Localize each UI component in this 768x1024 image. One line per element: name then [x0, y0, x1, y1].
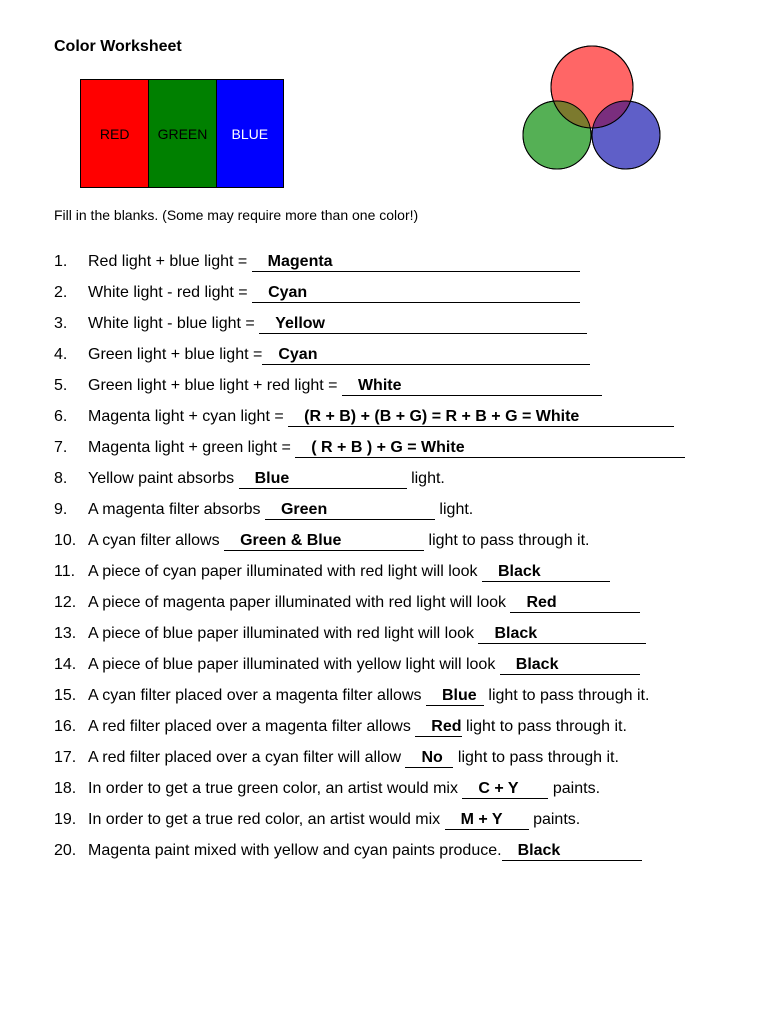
question-text — [88, 686, 649, 706]
question-text — [88, 655, 640, 675]
answer-blank: Green — [265, 501, 435, 520]
answer-blank: Cyan — [252, 284, 580, 303]
answer-blank: Blue — [426, 687, 484, 706]
question-suffix: light. — [434, 501, 474, 518]
question-number: 9. — [54, 501, 68, 518]
question-prompt: Green light + blue light + red light = — [88, 377, 342, 394]
question-text — [88, 841, 642, 861]
question-text — [88, 531, 590, 551]
question-prompt: A piece of blue paper illuminated with red light will look — [88, 625, 479, 642]
question-prompt: A piece of magenta paper illuminated with red light will look — [88, 594, 511, 611]
question-text — [88, 779, 600, 799]
question-prompt: Magenta paint mixed with yellow and cyan paints produce. — [88, 842, 502, 859]
answer-blank: C + Y — [462, 780, 548, 799]
question-prompt: A cyan filter placed over a magenta filter allows — [88, 687, 426, 704]
question-number: 4. — [54, 346, 68, 363]
question-number: 17. — [54, 749, 77, 766]
question-text — [88, 624, 646, 644]
swatch-red — [81, 80, 148, 187]
question-number: 19. — [54, 811, 77, 828]
question-suffix: light to pass through it. — [461, 718, 627, 735]
answer-blank: ( R + B ) + G = White — [295, 439, 685, 458]
question-number: 14. — [54, 656, 77, 673]
question-text — [88, 748, 619, 768]
question-number: 7. — [54, 439, 68, 456]
answer-blank: Blue — [239, 470, 407, 489]
question-text — [88, 407, 674, 427]
question-suffix: paints. — [528, 811, 581, 828]
question-number: 8. — [54, 470, 68, 487]
question-prompt: White light - red light = — [88, 284, 253, 301]
question-text — [88, 500, 473, 520]
question-number: 1. — [54, 253, 68, 270]
question-text — [88, 562, 610, 582]
question-prompt: A piece of cyan paper illuminated with red light will look — [88, 563, 482, 580]
question-number: 12. — [54, 594, 77, 611]
question-text — [88, 314, 587, 334]
question-number: 20. — [54, 842, 77, 859]
answer-blank: Magenta — [252, 253, 580, 272]
question-text — [88, 376, 602, 396]
answer-blank: M + Y — [445, 811, 529, 830]
question-prompt: Magenta light + cyan light = — [88, 408, 289, 425]
answer-blank: Red — [415, 718, 461, 737]
question-suffix: paints. — [548, 780, 601, 797]
answer-blank: Red — [510, 594, 640, 613]
question-suffix: light. — [406, 470, 445, 487]
swatch-blue — [216, 80, 283, 187]
question-suffix: light to pass through it. — [453, 749, 619, 766]
answer-blank: Black — [500, 656, 640, 675]
answer-blank: Green & Blue — [224, 532, 424, 551]
question-text — [88, 593, 640, 613]
answer-blank: White — [342, 377, 602, 396]
question-text — [88, 717, 627, 737]
question-prompt: A cyan filter allows — [88, 532, 225, 549]
question-prompt: A magenta filter absorbs — [88, 501, 265, 518]
question-prompt: Red light + blue light = — [88, 253, 252, 270]
question-text — [88, 810, 580, 830]
answer-blank: Black — [502, 842, 642, 861]
question-number: 11. — [54, 563, 76, 580]
question-prompt: Yellow paint absorbs — [88, 470, 239, 487]
instructions: Fill in the blanks. (Some may require more than one color!) — [54, 207, 419, 223]
question-number: 3. — [54, 315, 68, 332]
color-swatches — [80, 79, 284, 188]
swatch-blue-label: BLUE — [231, 125, 269, 142]
question-prompt: Green light + blue light = — [88, 346, 263, 363]
question-text — [88, 438, 685, 458]
question-number: 10. — [54, 532, 77, 549]
question-text — [88, 345, 590, 365]
question-suffix: light to pass through it. — [483, 687, 650, 704]
color-venn-diagram — [520, 42, 670, 187]
answer-blank: (R + B) + (B + G) = R + B + G = White — [288, 408, 674, 427]
answer-blank: No — [405, 749, 453, 768]
question-number: 18. — [54, 780, 77, 797]
question-prompt: A red filter placed over a magenta filter allows — [88, 718, 416, 735]
question-text — [88, 252, 580, 272]
question-prompt: Magenta light + green light = — [88, 439, 296, 456]
question-number: 6. — [54, 408, 68, 425]
question-prompt: A piece of blue paper illuminated with yellow light will look — [88, 656, 500, 673]
question-number: 15. — [54, 687, 77, 704]
question-prompt: White light - blue light = — [88, 315, 260, 332]
question-suffix: light to pass through it. — [424, 532, 590, 549]
question-text — [88, 469, 445, 489]
answer-blank: Cyan — [262, 346, 590, 365]
question-prompt: A red filter placed over a cyan filter will allow — [88, 749, 406, 766]
swatch-green-label: GREEN — [157, 125, 208, 142]
answer-blank: Black — [478, 625, 646, 644]
question-text — [88, 283, 580, 303]
swatch-red-label: RED — [99, 125, 130, 142]
question-number: 5. — [54, 377, 68, 394]
question-prompt: In order to get a true green color, an artist would mix — [88, 780, 463, 797]
swatch-green — [148, 80, 215, 187]
answer-blank: Black — [482, 563, 610, 582]
question-number: 13. — [54, 625, 77, 642]
question-number: 2. — [54, 284, 68, 301]
answer-blank: Yellow — [259, 315, 587, 334]
worksheet-title: Color Worksheet — [54, 38, 182, 55]
question-number: 16. — [54, 718, 77, 735]
question-prompt: In order to get a true red color, an artist would mix — [88, 811, 445, 828]
